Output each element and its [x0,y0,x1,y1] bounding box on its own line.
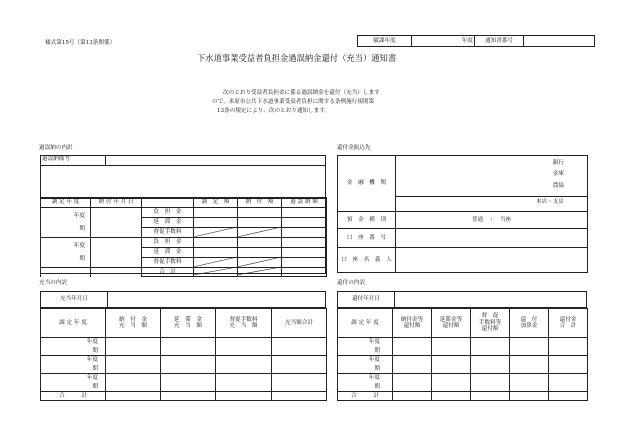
assessed-amount-cell[interactable] [194,228,238,238]
amount-cell[interactable] [510,374,549,392]
amount-cell[interactable] [471,374,510,392]
notice-number-label: 通知書番号 [475,36,524,47]
account-number-field[interactable] [396,228,588,247]
amount-cell[interactable] [216,356,272,374]
amount-cell[interactable] [549,374,588,392]
amount-cell[interactable] [432,356,471,374]
assessed-amount-cell[interactable] [194,238,238,248]
appropriation-table [40,308,327,401]
col-payment-date: 納 付 年 月 日 [91,198,142,208]
col-blank [142,198,194,208]
col-assessment-year: 調 定 年 度 [338,309,393,338]
assessed-total-cell[interactable] [194,268,238,277]
appropriation-year-cell[interactable]: 年度 期 [41,338,106,356]
overpayment-remarks-field[interactable] [41,166,326,199]
refund-total-label: 合 計 [338,392,393,401]
refund-year-cell[interactable]: 年度 期 [338,356,393,374]
period-suffix: 期 [79,225,85,232]
page-title: 下水道事業受益者負担金過誤納金還付（充当）通知書 [197,53,397,63]
payment-date-cell-2[interactable] [91,238,142,268]
total-spacer [91,268,142,277]
amount-cell[interactable] [471,356,510,374]
amount-cell[interactable] [106,374,161,392]
branch-type: 本店・支店 [536,199,564,205]
year-suffix: 年度 [73,213,85,220]
refund-year-cell[interactable]: 年度 期 [338,374,393,392]
fiscal-year-label: 賦課年度 [358,36,412,47]
paid-amount-cell[interactable] [238,228,282,238]
item-burden: 負 担 金 [142,208,194,218]
col-overpaid-amount: 過 誤 納 額 [282,198,327,208]
period-suffix: 期 [79,255,85,262]
overpaid-amount-cell[interactable] [282,258,327,268]
overpayment-remarks-table [40,155,326,199]
paid-amount-cell[interactable] [238,248,282,258]
account-holder-label: 口 座 名 義 人 [338,248,396,273]
col-refund-total: 還付金 合 計 [549,309,588,338]
amount-cell[interactable] [549,356,588,374]
refund-account-table [337,155,588,273]
paid-amount-cell[interactable] [238,208,282,218]
paid-amount-cell[interactable] [238,218,282,228]
amount-total-cell[interactable] [549,392,588,401]
col-late-fee-appropriation: 延 滞 金 充 当 額 [161,309,216,338]
refund-table [337,308,588,401]
overpaid-amount-cell[interactable] [282,238,327,248]
item-burden: 負 担 金 [142,238,194,248]
amount-cell[interactable] [549,338,588,356]
account-number-label: 口 座 番 号 [338,228,396,247]
amount-cell[interactable] [272,338,327,356]
item-late-fee: 延 滞 金 [142,248,194,258]
amount-total-cell[interactable] [432,392,471,401]
amount-total-cell[interactable] [216,392,272,401]
item-reminder-fee: 督促手数料 [142,228,194,238]
item-reminder-fee: 督促手数料 [142,258,194,268]
year-suffix: 年度 [73,243,85,250]
assessed-amount-cell[interactable] [194,218,238,228]
intro-line-2: ので、米原市公共下水道事業受益者負担に関する条例施行規則第 [212,99,375,105]
header-table [357,35,595,47]
amount-cell[interactable] [432,374,471,392]
appropriation-date-field[interactable] [108,292,326,308]
bank-field[interactable] [396,156,588,212]
amount-total-cell[interactable] [393,392,432,401]
appropriation-date-label: 充当年月日 [41,292,108,308]
account-holder-field[interactable] [396,248,588,273]
col-appropriation-total: 充当額合計 [272,309,327,338]
notice-number-field[interactable] [524,36,595,47]
overpaid-amount-cell[interactable] [282,248,327,258]
refund-date-table [337,291,587,308]
appropriation-total-label: 合 計 [41,392,106,401]
amount-cell[interactable] [106,338,161,356]
amount-total-cell[interactable] [106,392,161,401]
appropriation-year-cell[interactable]: 年度 期 [41,374,106,392]
amount-cell[interactable] [216,374,272,392]
amount-cell[interactable] [510,338,549,356]
item-late-fee: 延 滞 金 [142,218,194,228]
bank-label: 金 融 機 関 [338,156,396,212]
refund-account-section-title: 還付金振込先 [337,145,371,151]
amount-cell[interactable] [106,356,161,374]
col-payment-refund: 納付金等 還付額 [393,309,432,338]
col-assessment-year: 調 定 年 度 [41,309,106,338]
amount-cell[interactable] [471,338,510,356]
col-late-fee-refund: 延滞金等 還付額 [432,309,471,338]
overpaid-total-cell[interactable] [282,268,327,277]
col-refund-addition: 還 付 加算金 [510,309,549,338]
bank-type-shinkin: 金庫 [552,171,564,177]
amount-cell[interactable] [161,338,216,356]
overpayment-year-cell-1[interactable] [41,208,91,238]
amount-cell[interactable] [216,338,272,356]
fiscal-year-field[interactable] [412,36,475,47]
year-suffix: 年度 [461,37,473,44]
col-reminder-appropriation: 督促手数料 充 当 額 [216,309,272,338]
amount-cell[interactable] [161,374,216,392]
overpaid-amount-cell[interactable] [282,208,327,218]
form-number: 様式第15号（第13条関係） [45,40,116,46]
refund-date-label: 還付年月日 [338,292,395,308]
deposit-type-label: 預 金 種 別 [338,211,396,228]
amount-cell[interactable] [432,338,471,356]
col-assessed-amount: 調 定 額 [194,198,238,208]
appropriation-year-cell[interactable]: 年度 期 [41,356,106,374]
refund-section-title: 還付の内訳 [337,280,365,286]
total-spacer [41,268,91,277]
amount-total-cell[interactable] [272,392,327,401]
intro-line-1: 次のとおり受益者負担金に係る過誤納金を還付（充当）します [223,90,380,96]
paid-total-cell[interactable] [238,268,282,277]
amount-cell[interactable] [393,356,432,374]
col-payment-appropriation: 納 付 金 充 当 額 [106,309,161,338]
amount-total-cell[interactable] [471,392,510,401]
overpayment-total-label: 合 計 [142,268,194,277]
col-assessment-year: 調 定 年 度 [41,198,91,208]
overpayment-table [40,197,327,277]
overpayment-remarks-label: 過誤納備考 [41,156,106,166]
appropriation-date-table [40,291,326,308]
col-reminder-refund: 督 促 手数料等 還付額 [471,309,510,338]
assessed-amount-cell[interactable] [194,248,238,258]
refund-date-field[interactable] [395,292,587,308]
assessed-amount-cell[interactable] [194,208,238,218]
col-paid-amount: 納 付 額 [238,198,282,208]
refund-year-cell[interactable]: 年度 期 [338,338,393,356]
overpaid-amount-cell[interactable] [282,228,327,238]
amount-total-cell[interactable] [161,392,216,401]
amount-cell[interactable] [393,374,432,392]
amount-cell[interactable] [161,356,216,374]
bank-type-nokyo: 農協 [552,183,564,189]
assessed-amount-cell[interactable] [194,258,238,268]
intro-line-3: 13条の規定により、次のとおり通知します。 [217,108,330,114]
amount-cell[interactable] [272,374,327,392]
payment-date-cell-1[interactable] [91,208,142,238]
overpayment-section-title: 過誤納の内訳 [39,145,73,151]
amount-total-cell[interactable] [510,392,549,401]
amount-cell[interactable] [393,338,432,356]
bank-type-bank: 銀行 [552,160,564,166]
appropriation-section-title: 充当の内訳 [39,280,67,286]
paid-amount-cell[interactable] [238,258,282,268]
deposit-type-field[interactable] [396,211,588,228]
overpayment-year-cell-2[interactable] [41,238,91,268]
deposit-type-options: 普通 ・ 当座 [471,216,512,223]
amount-cell[interactable] [510,356,549,374]
paid-amount-cell[interactable] [238,238,282,248]
amount-cell[interactable] [272,356,327,374]
overpaid-amount-cell[interactable] [282,218,327,228]
